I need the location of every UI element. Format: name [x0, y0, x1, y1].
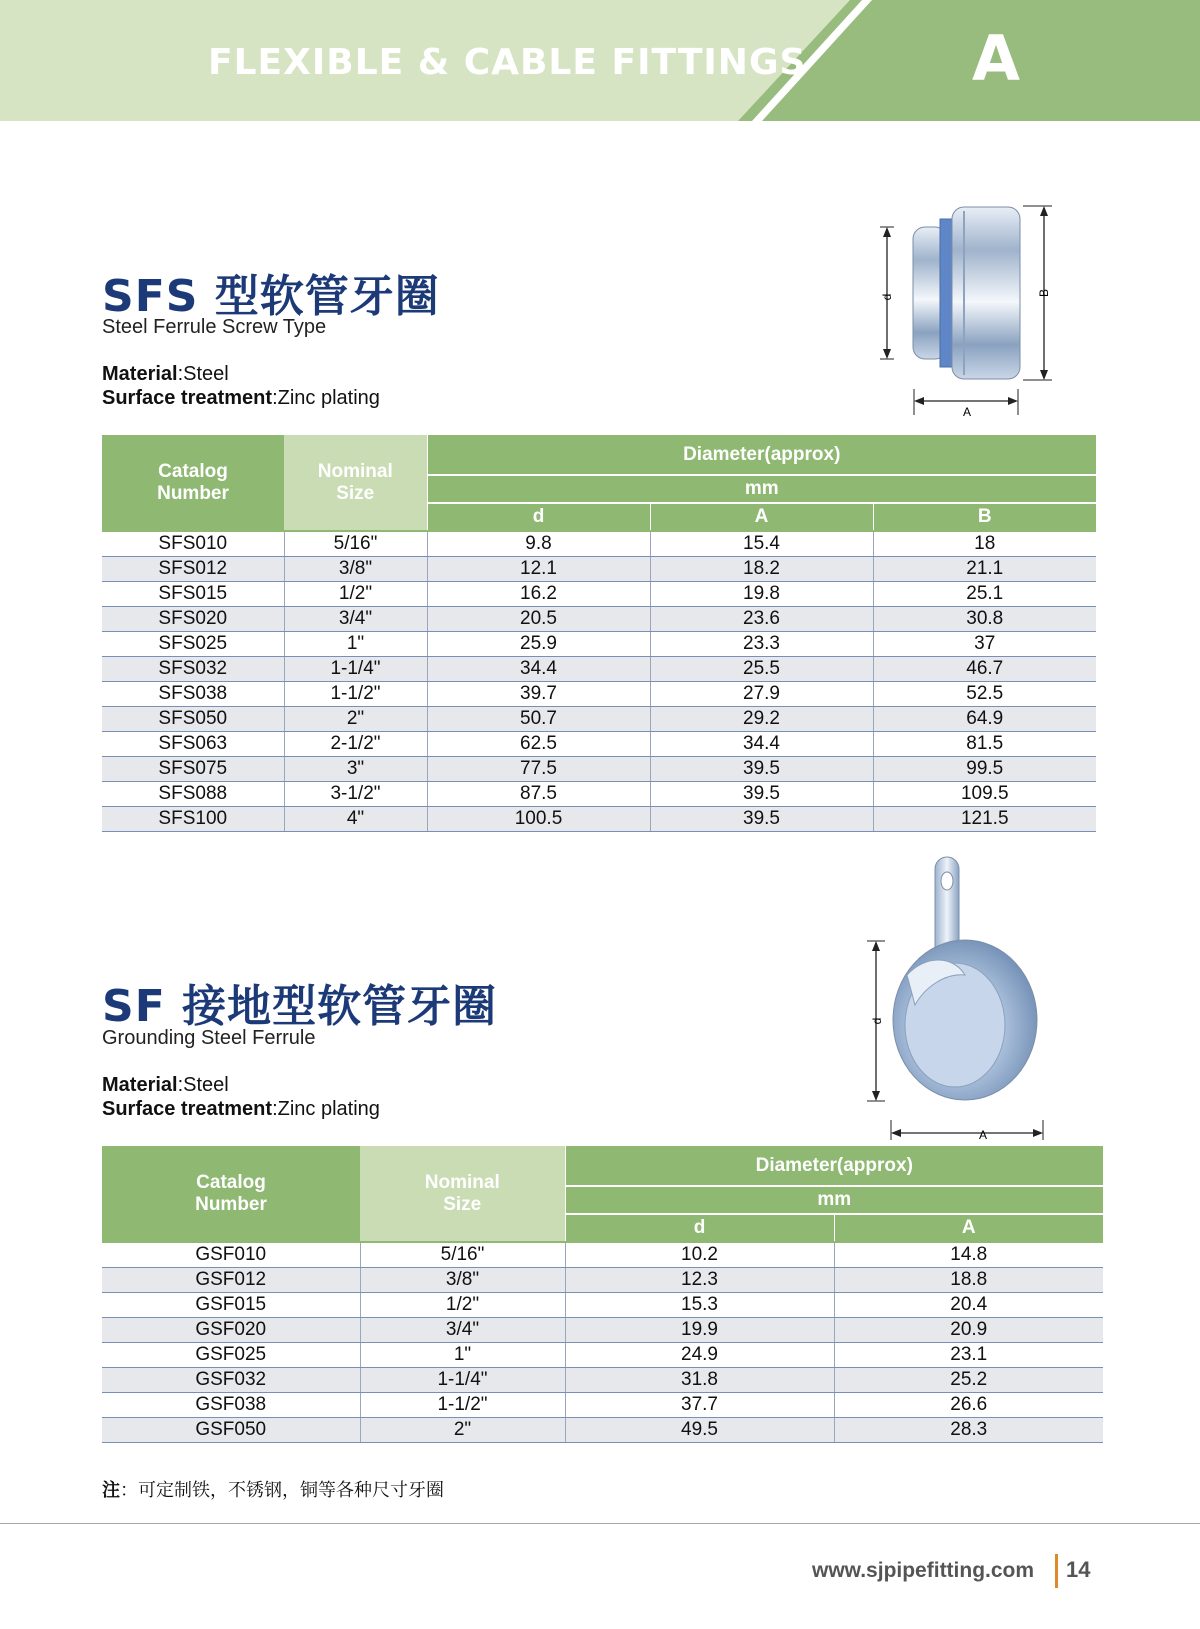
table-cell: 1" [284, 631, 427, 656]
table-cell: 24.9 [565, 1342, 834, 1367]
table-cell: 20.5 [427, 606, 650, 631]
table-cell: 34.4 [427, 656, 650, 681]
sf-table [102, 1146, 1103, 1443]
sfs-material [102, 363, 229, 386]
table-row [102, 631, 1096, 656]
note-label: 注 [102, 1480, 120, 1501]
table-cell: 28.3 [834, 1417, 1103, 1442]
table-cell: SFS015 [102, 581, 284, 606]
table-cell: SFS012 [102, 556, 284, 581]
header-banner [0, 0, 1200, 121]
table-cell: 109.5 [873, 781, 1096, 806]
table-cell: 2-1/2" [284, 731, 427, 756]
sfs-dim-a: A [962, 405, 972, 419]
table-cell: SFS100 [102, 806, 284, 831]
table-cell: 4" [284, 806, 427, 831]
table-cell: 1/2" [284, 581, 427, 606]
table-cell: 25.9 [427, 631, 650, 656]
table-row [102, 781, 1096, 806]
sfs-ferrule-image [860, 205, 1100, 435]
table-cell: 52.5 [873, 681, 1096, 706]
table-cell: 21.1 [873, 556, 1096, 581]
table-cell: SFS063 [102, 731, 284, 756]
table-cell: 5/16" [360, 1242, 565, 1267]
table-cell: GSF012 [102, 1267, 360, 1292]
table-cell: 3" [284, 756, 427, 781]
footer-website-link[interactable]: www.sjpipefitting.com [812, 1559, 1035, 1582]
sf-ferrule-image [855, 855, 1075, 1140]
table-cell: 15.4 [650, 531, 873, 556]
table-cell: 30.8 [873, 606, 1096, 631]
table-row [102, 581, 1096, 606]
table-cell: 2" [284, 706, 427, 731]
table-cell: 27.9 [650, 681, 873, 706]
sfs-dim-d: d [880, 293, 894, 301]
col-unit: mm [427, 475, 1096, 503]
sf-dim-a: A [978, 1128, 988, 1140]
table-row [102, 806, 1096, 831]
table-cell: 9.8 [427, 531, 650, 556]
col-catalog-number: Catalog Number [102, 1146, 360, 1242]
table-cell: 39.5 [650, 781, 873, 806]
table-cell: 16.2 [427, 581, 650, 606]
sfs-subtitle: Steel Ferrule Screw Type [102, 316, 327, 338]
table-cell: 25.2 [834, 1367, 1103, 1392]
table-cell: 39.5 [650, 756, 873, 781]
table-cell: 64.9 [873, 706, 1096, 731]
table-cell: 12.3 [565, 1267, 834, 1292]
table-cell: 34.4 [650, 731, 873, 756]
surface-value: :Zinc plating [272, 1098, 380, 1120]
col-d: d [427, 503, 650, 531]
table-cell: 25.1 [873, 581, 1096, 606]
table-cell: 77.5 [427, 756, 650, 781]
table-cell: 23.6 [650, 606, 873, 631]
sf-title: SF 接地型软管牙圈 [102, 981, 498, 1032]
table-cell: 18.8 [834, 1267, 1103, 1292]
footer-separator [1055, 1554, 1058, 1588]
table-cell: SFS050 [102, 706, 284, 731]
sfs-table [102, 435, 1096, 832]
customization-note [102, 1476, 444, 1502]
table-cell: GSF020 [102, 1317, 360, 1342]
table-row [102, 1242, 1103, 1267]
table-row [102, 1267, 1103, 1292]
sf-material [102, 1074, 229, 1097]
table-row [102, 731, 1096, 756]
table-cell: 100.5 [427, 806, 650, 831]
table-cell: 62.5 [427, 731, 650, 756]
table-cell: 39.5 [650, 806, 873, 831]
col-a: A [650, 503, 873, 531]
table-row [102, 1392, 1103, 1417]
table-cell: SFS075 [102, 756, 284, 781]
surface-label: Surface treatment [102, 1098, 273, 1120]
table-cell: SFS088 [102, 781, 284, 806]
table-cell: 25.5 [650, 656, 873, 681]
table-cell: 18 [873, 531, 1096, 556]
footer-divider [0, 1523, 1200, 1524]
table-cell: 3/8" [284, 556, 427, 581]
page-number: 14 [1066, 1557, 1091, 1582]
table-row [102, 756, 1096, 781]
table-cell: 81.5 [873, 731, 1096, 756]
table-cell: 1-1/4" [284, 656, 427, 681]
sfs-table-body [102, 531, 1096, 831]
table-cell: GSF015 [102, 1292, 360, 1317]
table-cell: 15.3 [565, 1292, 834, 1317]
material-value: :Steel [177, 1074, 229, 1096]
sf-surface [102, 1098, 380, 1121]
table-cell: SFS020 [102, 606, 284, 631]
table-cell: 50.7 [427, 706, 650, 731]
col-diameter: Diameter(approx) [565, 1146, 1103, 1186]
table-cell: 26.6 [834, 1392, 1103, 1417]
table-cell: 14.8 [834, 1242, 1103, 1267]
table-cell: 20.9 [834, 1317, 1103, 1342]
table-cell: 5/16" [284, 531, 427, 556]
sfs-title: SFS 型软管牙圈 [102, 271, 440, 322]
col-unit: mm [565, 1186, 1103, 1214]
table-cell: 31.8 [565, 1367, 834, 1392]
table-cell: 3/8" [360, 1267, 565, 1292]
sf-dim-d: d [870, 1017, 884, 1025]
table-cell: SFS010 [102, 531, 284, 556]
col-d: d [565, 1214, 834, 1242]
table-row [102, 556, 1096, 581]
table-row [102, 681, 1096, 706]
table-cell: 3/4" [284, 606, 427, 631]
sfs-surface [102, 387, 380, 410]
table-cell: 23.1 [834, 1342, 1103, 1367]
material-value: :Steel [177, 363, 229, 385]
section-letter: A [972, 22, 1020, 95]
sf-table-body [102, 1242, 1103, 1442]
table-cell: 23.3 [650, 631, 873, 656]
note-text: ：可定制铁，不锈钢，铜等各种尺寸牙圈 [120, 1480, 444, 1501]
table-cell: GSF038 [102, 1392, 360, 1417]
table-row [102, 1342, 1103, 1367]
col-b: B [873, 503, 1096, 531]
table-cell: 39.7 [427, 681, 650, 706]
table-cell: 87.5 [427, 781, 650, 806]
table-cell: 19.8 [650, 581, 873, 606]
table-row [102, 1367, 1103, 1392]
table-cell: GSF010 [102, 1242, 360, 1267]
table-cell: SFS038 [102, 681, 284, 706]
table-row [102, 1317, 1103, 1342]
material-label: Material [102, 1074, 178, 1096]
table-row [102, 1292, 1103, 1317]
table-cell: 1-1/2" [360, 1392, 565, 1417]
material-label: Material [102, 363, 178, 385]
table-cell: 49.5 [565, 1417, 834, 1442]
table-cell: 29.2 [650, 706, 873, 731]
table-cell: 37.7 [565, 1392, 834, 1417]
table-row [102, 656, 1096, 681]
surface-value: :Zinc plating [272, 387, 380, 409]
table-row [102, 706, 1096, 731]
table-cell: 10.2 [565, 1242, 834, 1267]
table-row [102, 531, 1096, 556]
table-cell: GSF025 [102, 1342, 360, 1367]
table-cell: SFS025 [102, 631, 284, 656]
banner-title: FLEXIBLE & CABLE FITTINGS [208, 42, 807, 83]
col-nominal-size: Nominal Size [360, 1146, 565, 1242]
col-diameter: Diameter(approx) [427, 435, 1096, 475]
table-cell: GSF032 [102, 1367, 360, 1392]
table-cell: 46.7 [873, 656, 1096, 681]
table-cell: GSF050 [102, 1417, 360, 1442]
table-cell: 12.1 [427, 556, 650, 581]
table-cell: 99.5 [873, 756, 1096, 781]
table-cell: 2" [360, 1417, 565, 1442]
table-cell: 37 [873, 631, 1096, 656]
table-cell: 18.2 [650, 556, 873, 581]
surface-label: Surface treatment [102, 387, 273, 409]
table-cell: SFS032 [102, 656, 284, 681]
table-cell: 1" [360, 1342, 565, 1367]
sfs-dim-b: B [1037, 288, 1051, 298]
table-cell: 20.4 [834, 1292, 1103, 1317]
table-cell: 3-1/2" [284, 781, 427, 806]
table-cell: 3/4" [360, 1317, 565, 1342]
col-catalog-number: Catalog Number [102, 435, 284, 531]
sf-subtitle: Grounding Steel Ferrule [102, 1027, 316, 1049]
table-cell: 1-1/2" [284, 681, 427, 706]
table-cell: 1/2" [360, 1292, 565, 1317]
table-row [102, 606, 1096, 631]
table-row [102, 1417, 1103, 1442]
table-cell: 1-1/4" [360, 1367, 565, 1392]
col-a: A [834, 1214, 1103, 1242]
table-cell: 121.5 [873, 806, 1096, 831]
col-nominal-size: Nominal Size [284, 435, 427, 531]
table-cell: 19.9 [565, 1317, 834, 1342]
